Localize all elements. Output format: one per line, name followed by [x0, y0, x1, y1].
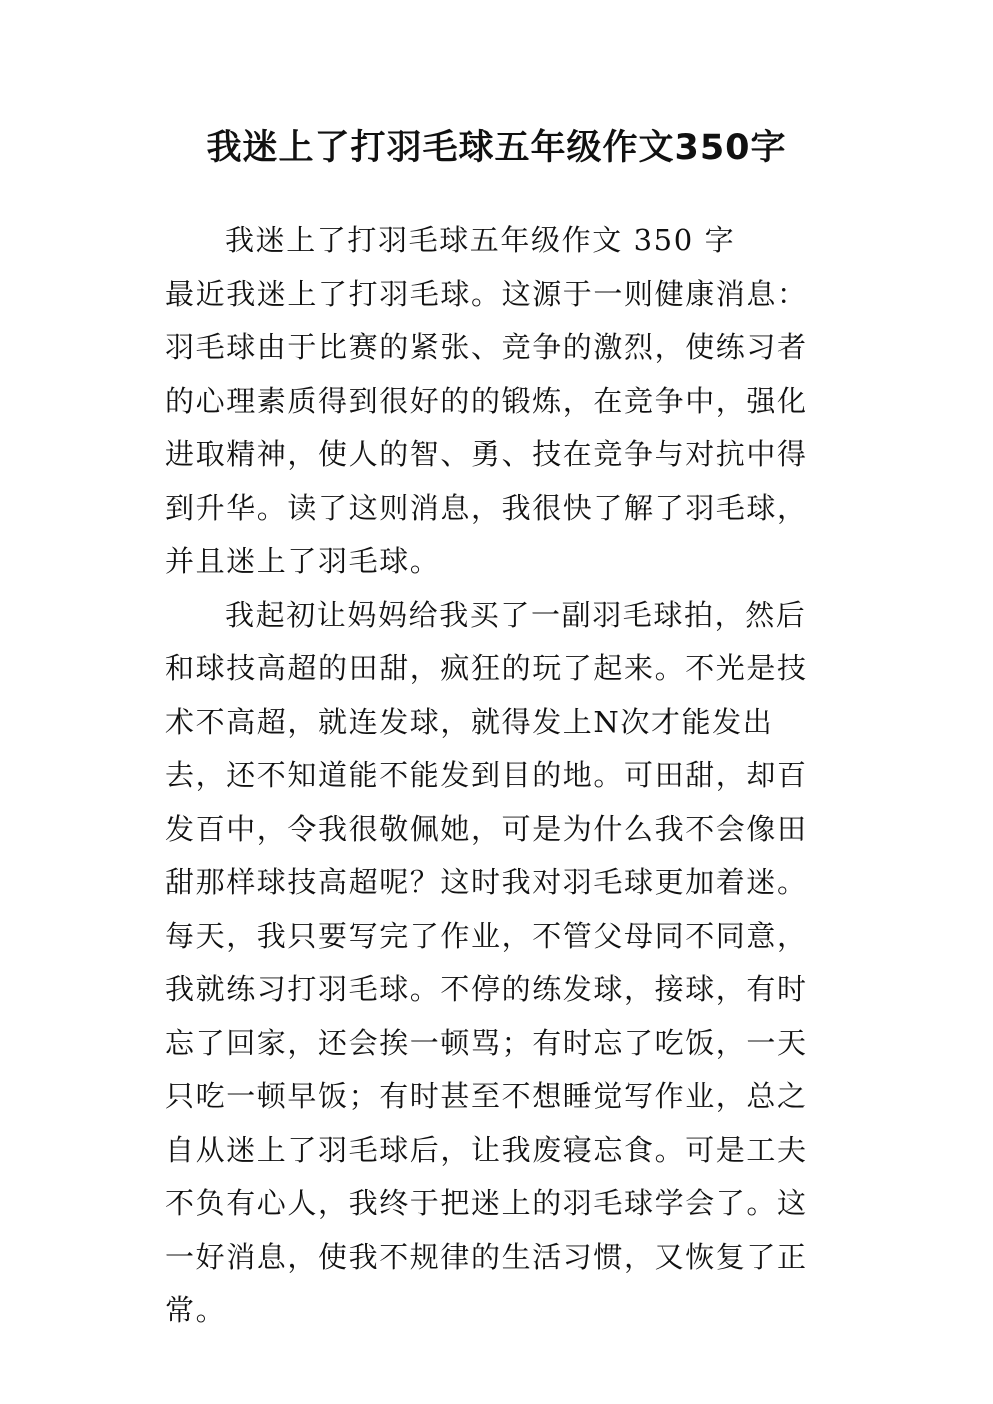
essay-subtitle: 我迷上了打羽毛球五年级作文 350 字	[225, 223, 736, 257]
paragraph-2: 我起初让妈妈给我买了一副羽毛球拍，然后和球技高超的田甜，疯狂的玩了起来。不光是技术不高超，就连发球，就得发上N次才能发出去，还不知道能不能发到目的地。可田甜，却百发百中，令我很敬佩她，可是为什么我不会像田甜那样球技高超呢？这时我对羽毛球更加着迷。每天，我只要写完了作业，不管父母同不同意，我就练习打羽毛球。不停的练发球，接球，有时忘了回家，还会挨一顿骂；有时忘了吃饭，一天只吃一顿早饭；有时甚至不想睡觉写作业，总之自从迷上了羽毛球后，让我废寝忘食。可是工夫不负有心人，我终于把迷上的羽毛球学会了。这一好消息，使我不规律的生活习惯，又恢复了正常。	[165, 597, 808, 1327]
paragraph-1: 最近我迷上了打羽毛球。这源于一则健康消息：羽毛球由于比赛的紧张、竞争的激烈，使练习者的心理素质得到很好的的锻炼，在竞争中，强化进取精神，使人的智、勇、技在竞争与对抗中得到升华。读了这则消息，我很快了解了羽毛球，并且迷上了羽毛球。	[165, 276, 808, 578]
essay-body	[165, 214, 830, 1338]
page-title: 我迷上了打羽毛球五年级作文350字	[206, 128, 787, 168]
